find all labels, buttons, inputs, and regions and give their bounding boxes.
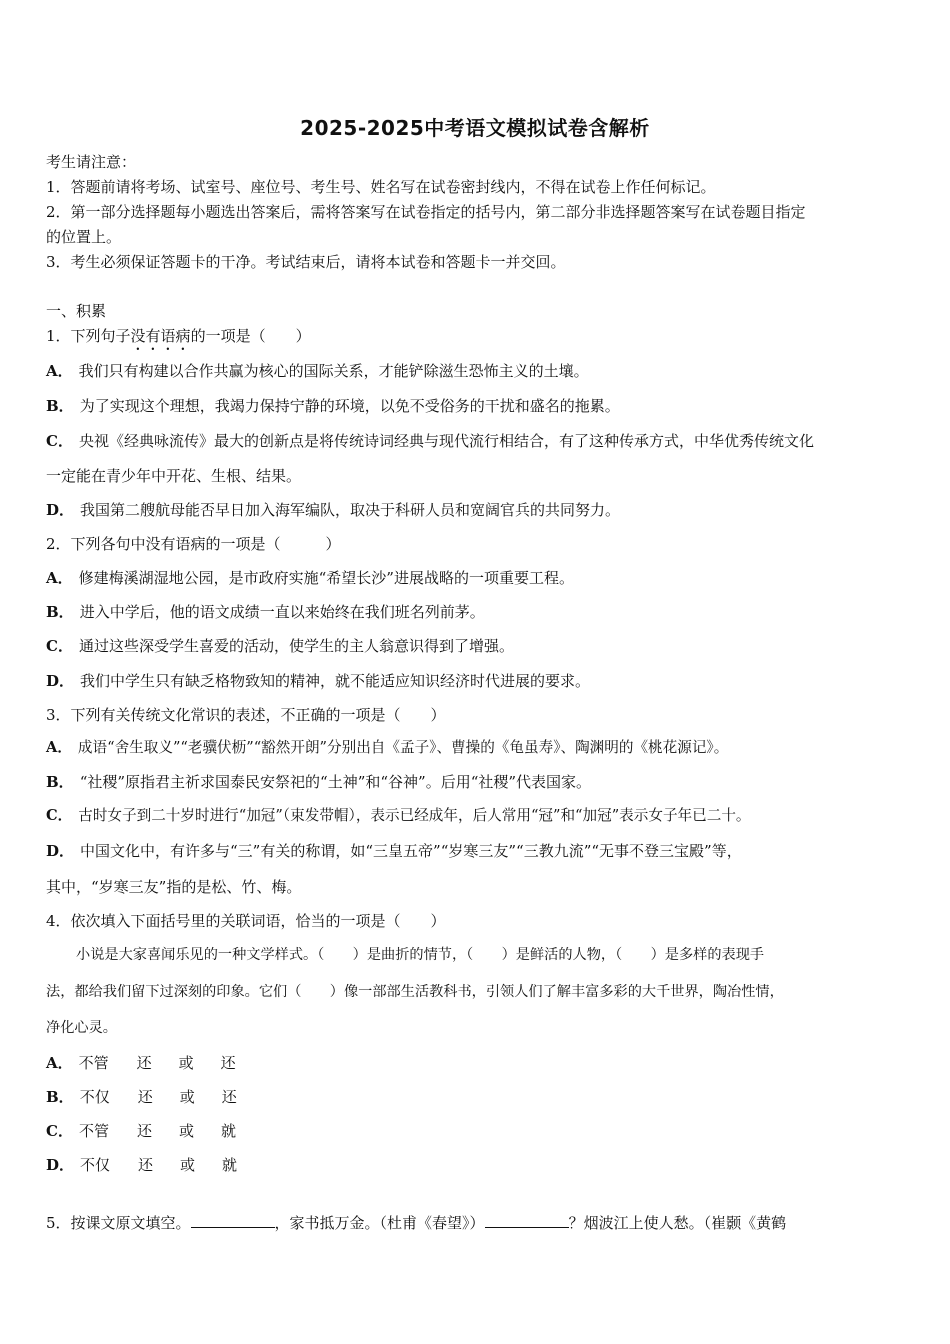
notice-item: 的位置上。 [46, 228, 122, 246]
word: 还 [221, 1088, 237, 1106]
question-1-stem [46, 326, 311, 354]
option-a[interactable] [46, 1053, 236, 1073]
question-5-stem [46, 1213, 786, 1233]
option-letter: A． [46, 1054, 73, 1072]
word: 不管 [78, 1054, 109, 1072]
word: 不仅 [79, 1088, 110, 1106]
word: 还 [138, 1156, 154, 1174]
passage-line: 小说是大家喜闻乐见的一种文学样式。（ ）是曲折的情节，（ ）是鲜活的人物，（ ）是多样的表现手 [76, 947, 765, 963]
passage-line: 净化心灵。 [46, 1020, 117, 1036]
word: 或 [180, 1156, 196, 1174]
option-letter: B． [46, 603, 74, 621]
notice-heading: 考生请注意： [46, 153, 137, 171]
word: 就 [220, 1122, 236, 1140]
page-title: 2025-2025中考语文模拟试卷含解析 [300, 116, 650, 140]
fill-blank[interactable] [485, 1213, 569, 1228]
option-b[interactable] [46, 772, 591, 792]
stem-text: 的一项是（ ） [190, 327, 311, 345]
option-text: 成语“舍生取义”“老骥伏枥”“豁然开朗”分别出自《孟子》、曹操的《龟虽寿》、陶渊明的《桃花源记》。 [77, 739, 729, 756]
option-c[interactable] [46, 1121, 236, 1141]
option-text: 中国文化中，有许多与“三”有关的称谓，如“三皇五帝”“岁寒三友”“三教九流”“无事不登三宝殿”等， [80, 842, 742, 860]
option-letter: C． [46, 637, 73, 655]
question-3-stem: 3．下列有关传统文化常识的表述，不正确的一项是（ ） [46, 706, 446, 724]
word: 还 [137, 1088, 153, 1106]
option-c[interactable] [46, 806, 751, 826]
question-4-stem: 4．依次填入下面括号里的关联词语，恰当的一项是（ ） [46, 912, 446, 930]
question-2-stem: 2．下列各句中没有语病的一项是（ ） [46, 535, 341, 553]
stem-text: 5．按课文原文填空。 [46, 1214, 191, 1232]
notice-item: 1．答题前请将考场、试室号、座位号、考生号、姓名写在试卷密封线内，不得在试卷上作任何标记。 [46, 178, 716, 196]
passage-line: 法，都给我们留下过深刻的印象。它们（ ）像一部部生活教科书，引领人们了解丰富多彩的大千世界，陶冶性情， [46, 984, 784, 1000]
section-heading: 一、积累 [46, 302, 107, 320]
notice-item: 3．考生必须保证答题卡的干净。考试结束后，请将本试卷和答题卡一并交回。 [46, 253, 566, 271]
word: 或 [178, 1122, 194, 1140]
option-letter: C． [46, 432, 73, 450]
option-text: 修建梅溪湖湿地公园，是市政府实施“希望长沙”进展战略的一项重要工程。 [78, 569, 574, 587]
option-letter: C． [46, 1122, 73, 1140]
option-letter: A． [46, 362, 73, 380]
option-text: 我们中学生只有缺乏格物致知的精神，就不能适应知识经济时代进展的要求。 [80, 672, 591, 690]
option-letter: B． [46, 397, 74, 415]
word: 还 [220, 1054, 236, 1072]
option-b[interactable] [46, 602, 485, 622]
option-d[interactable] [46, 841, 742, 861]
option-text: 通过这些深受学生喜爱的活动，使学生的主人翁意识得到了增强。 [78, 637, 514, 655]
option-text: 古时女子到二十岁时进行“加冠”（束发带帽），表示已经成年，后人常用“冠”和“加冠”表示女子年已二十。 [78, 807, 751, 824]
option-b[interactable] [46, 1087, 237, 1107]
stem-text: ？烟波江上使人愁。（崔颢《黄鹤 [568, 1214, 787, 1232]
notice-item: 2．第一部分选择题每小题选出答案后，需将答案写在试卷指定的括号内，第二部分非选择题答案写在试卷题目指定 [46, 203, 806, 221]
option-letter: C． [46, 807, 73, 824]
option-text: “社稷”原指君主祈求国泰民安祭祀的“土神”和“谷神”。后用“社稷”代表国家。 [79, 773, 592, 791]
option-a[interactable] [46, 738, 728, 758]
option-letter: B． [46, 1088, 74, 1106]
option-a[interactable] [46, 568, 574, 588]
fill-blank[interactable] [191, 1213, 275, 1228]
option-d[interactable] [46, 671, 590, 691]
option-c[interactable] [46, 636, 514, 656]
stem-text: ，家书抵万金。（杜甫《春望》） [274, 1214, 485, 1232]
word: 就 [222, 1156, 238, 1174]
option-letter: D． [46, 501, 75, 519]
word: 或 [178, 1054, 194, 1072]
option-letter: D． [46, 672, 75, 690]
option-letter: D． [46, 842, 75, 860]
word: 不管 [78, 1122, 109, 1140]
option-c-continued: 一定能在青少年中开花、生根、结果。 [46, 467, 302, 485]
option-text: 为了实现这个理想，我竭力保持宁静的环境，以免不受俗务的干扰和盛名的拖累。 [79, 397, 620, 415]
option-text: 我国第二艘航母能否早日加入海军编队，取决于科研人员和宽阔官兵的共同努力。 [80, 501, 621, 519]
option-text: 进入中学后，他的语文成绩一直以来始终在我们班名列前茅。 [79, 603, 485, 621]
word: 还 [136, 1054, 152, 1072]
option-d[interactable] [46, 500, 620, 520]
option-letter: B． [46, 773, 74, 791]
emphasis-text: 没有语病 [130, 327, 191, 345]
option-text: 央视《经典咏流传》最大的创新点是将传统诗词经典与现代流行相结合，有了这种传承方式，中华优秀传统文化 [78, 432, 814, 450]
word: 或 [179, 1088, 195, 1106]
option-letter: D． [46, 1156, 75, 1174]
option-text: 我们只有构建以合作共赢为核心的国际关系，才能铲除滋生恐怖主义的土壤。 [78, 362, 589, 380]
option-a[interactable] [46, 361, 589, 381]
option-letter: A． [46, 569, 73, 587]
option-letter: A． [46, 739, 72, 756]
word: 还 [136, 1122, 152, 1140]
option-d[interactable] [46, 1155, 237, 1175]
option-c[interactable] [46, 431, 814, 451]
stem-text: 1．下列句子 [46, 327, 131, 345]
option-d-continued: 其中，“岁寒三友”指的是松、竹、梅。 [46, 878, 302, 896]
option-b[interactable] [46, 396, 620, 416]
word: 不仅 [80, 1156, 111, 1174]
